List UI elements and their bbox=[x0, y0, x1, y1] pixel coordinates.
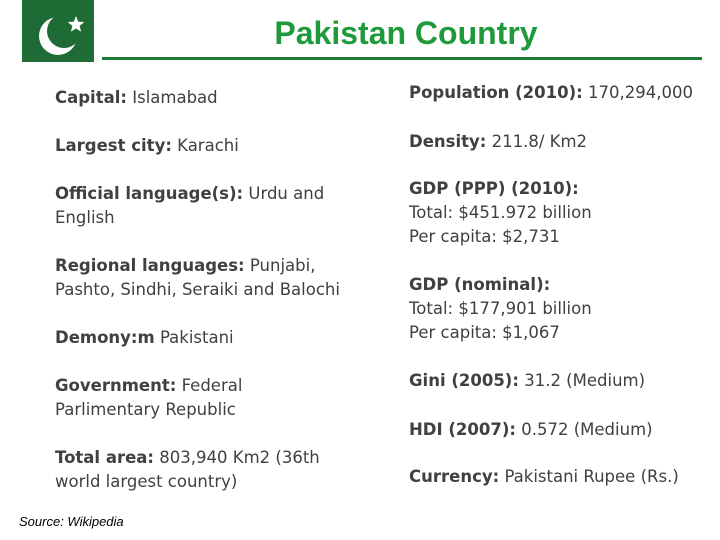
fact-key: Population (2010): bbox=[409, 83, 583, 102]
fact-regional-languages bbox=[55, 254, 340, 302]
fact-value: Karachi bbox=[171, 136, 239, 155]
fact-demonym bbox=[55, 326, 234, 350]
fact-key: Regional languages: bbox=[55, 256, 245, 275]
fact-key: Capital: bbox=[55, 88, 127, 107]
fact-value-line2: Total: $451.972 billion bbox=[409, 203, 592, 222]
title-underline bbox=[102, 57, 702, 60]
fact-key: Official language(s): bbox=[55, 184, 244, 203]
fact-capital bbox=[55, 86, 218, 110]
fact-value: 803,940 Km2 (36th bbox=[154, 448, 320, 467]
fact-key: Gini (2005): bbox=[409, 371, 519, 390]
fact-key: Density: bbox=[409, 132, 487, 151]
fact-key: GDP (PPP) (2010): bbox=[409, 179, 579, 198]
fact-key: Currency: bbox=[409, 467, 500, 486]
fact-value-line2: English bbox=[55, 208, 115, 227]
fact-value: Pakistani Rupee (Rs.) bbox=[499, 467, 679, 486]
fact-value: 0.572 (Medium) bbox=[516, 420, 653, 439]
fact-key: Demony:m bbox=[55, 328, 155, 347]
fact-value: 211.8/ Km2 bbox=[486, 132, 588, 151]
fact-value: Pakistani bbox=[154, 328, 234, 347]
fact-value: 170,294,000 bbox=[582, 83, 693, 102]
fact-value-line3: Per capita: $1,067 bbox=[409, 323, 560, 342]
fact-value-line2: Pashto, Sindhi, Seraiki and Balochi bbox=[55, 280, 340, 299]
fact-value: 31.2 (Medium) bbox=[518, 371, 646, 390]
fact-key: Largest city: bbox=[55, 136, 172, 155]
fact-value: Urdu and bbox=[243, 184, 325, 203]
fact-gdp-nominal bbox=[409, 273, 592, 345]
fact-key: HDI (2007): bbox=[409, 420, 516, 439]
fact-currency bbox=[409, 465, 679, 489]
fact-density bbox=[409, 130, 587, 154]
fact-largest-city bbox=[55, 134, 239, 158]
fact-gdp-ppp bbox=[409, 177, 592, 249]
fact-value-line2: world largest country) bbox=[55, 472, 238, 491]
fact-gini bbox=[409, 369, 645, 393]
fact-total-area bbox=[55, 446, 320, 494]
fact-key: Government: bbox=[55, 376, 177, 395]
fact-value-line2: Parlimentary Republic bbox=[55, 400, 236, 419]
fact-key: Total area: bbox=[55, 448, 155, 467]
fact-value: Islamabad bbox=[127, 88, 218, 107]
slide-title: Pakistan Country bbox=[274, 15, 538, 51]
fact-hdi bbox=[409, 418, 653, 442]
fact-value: Punjabi, bbox=[244, 256, 316, 275]
fact-population bbox=[409, 81, 693, 105]
fact-value-line2: Total: $177,901 billion bbox=[409, 299, 592, 318]
source-note: Source: Wikipedia bbox=[19, 514, 124, 529]
fact-government bbox=[55, 374, 242, 422]
fact-official-languages bbox=[55, 182, 324, 230]
fact-key: GDP (nominal): bbox=[409, 275, 551, 294]
fact-value: Federal bbox=[176, 376, 243, 395]
fact-value-line3: Per capita: $2,731 bbox=[409, 227, 560, 246]
